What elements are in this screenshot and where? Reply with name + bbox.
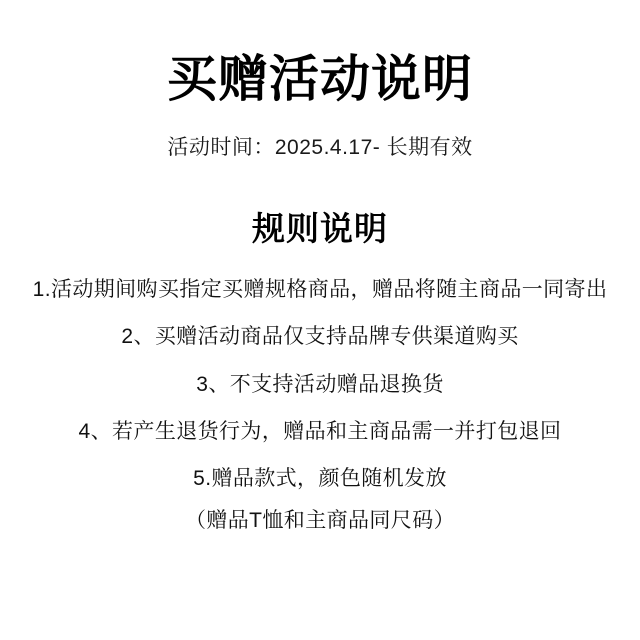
page-title: 买赠活动说明	[167, 51, 473, 107]
list-item: 4、若产生退货行为，赠品和主商品需一并打包退回	[78, 420, 562, 444]
list-item-note: （赠品T恤和主商品同尺码）	[184, 508, 456, 532]
list-item: 2、买赠活动商品仅支持品牌专供渠道购买	[121, 325, 519, 349]
list-item: 3、不支持活动赠品退换货	[196, 372, 444, 396]
list-item: 1.活动期间购买指定买赠规格商品，赠品将随主商品一同寄出	[32, 278, 608, 301]
list-item: 5.赠品款式，颜色随机发放	[193, 467, 447, 491]
section-title-rules: 规则说明	[252, 210, 388, 247]
event-period-text: 活动时间：2025.4.17- 长期有效	[167, 136, 473, 159]
rules-list	[24, 276, 616, 554]
